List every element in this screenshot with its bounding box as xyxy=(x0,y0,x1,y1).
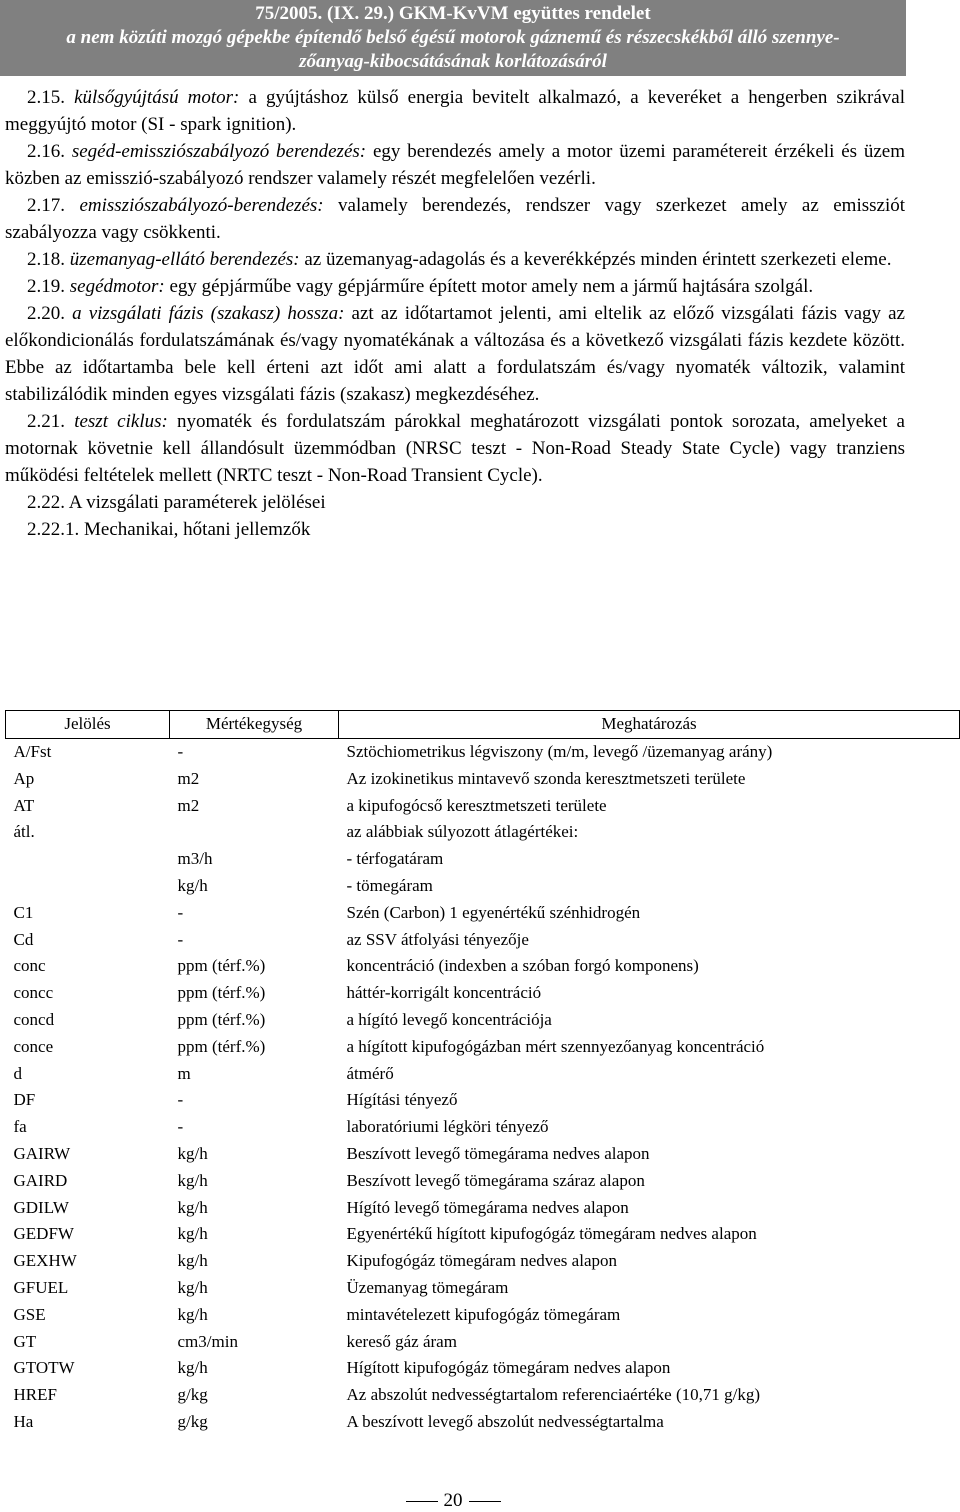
page-header xyxy=(0,0,906,76)
table-row xyxy=(6,1275,960,1302)
header-title: 75/2005. (IX. 29.) GKM-KvVM együttes rendelet xyxy=(255,3,651,24)
cell-definition: Hígítási tényező xyxy=(346,1090,458,1110)
paragraph-text: az üzemanyag-adagolás és a keverékképzés minden érintett szerkezeti eleme. xyxy=(299,249,892,270)
page-footer xyxy=(0,1490,906,1512)
cell-unit: m xyxy=(177,1063,191,1083)
table-row xyxy=(6,1248,960,1275)
cell-unit: kg/h xyxy=(177,1170,208,1190)
cell-symbol: GT xyxy=(13,1331,37,1351)
cell-symbol: HREF xyxy=(13,1385,57,1405)
table-row xyxy=(6,1007,960,1034)
table-row xyxy=(6,1168,960,1195)
header-subtitle-line1: a nem közúti mozgó gépekbe építendő belső égésű motorok gáznemű és részecskékből álló szennye- xyxy=(66,27,840,48)
cell-symbol: GSE xyxy=(13,1304,46,1324)
table-row xyxy=(6,739,960,766)
cell-symbol: GEDFW xyxy=(13,1224,74,1244)
table-row xyxy=(6,1302,960,1329)
cell-unit: - xyxy=(177,742,184,762)
paragraph-text: valamely berendezés, rendszer vagy szerkezet amely az emissziót szabályozza vagy csökkenti. xyxy=(5,195,905,243)
paragraph-text: a gyújtáshoz külső energia bevitelt alkalmazó, a keveréket a hengerben szikrával meggyújtó motor (SI - spark ignition). xyxy=(5,87,905,135)
cell-symbol: GFUEL xyxy=(13,1278,69,1298)
table-row xyxy=(6,1087,960,1114)
paragraph-number: 2.17. xyxy=(27,195,65,216)
cell-unit: - xyxy=(177,929,184,949)
paragraph-text: nyomaték és fordulatszám párokkal meghatározott vizsgálati pontok sorozata, amelyeket a motornak követnie kell állandósult üzemmódban (NRSC teszt - Non-Road Steady State Cycle) vagy tranziens működési feltételek mellett (NRTC teszt - Non-Road Transient Cycle). xyxy=(5,411,905,486)
paragraph xyxy=(5,300,905,408)
table-row xyxy=(6,1195,960,1222)
table-row xyxy=(6,766,960,793)
cell-definition: Beszívott levegő tömegárama nedves alapon xyxy=(346,1144,650,1164)
cell-definition: Beszívott levegő tömegárama száraz alapon xyxy=(346,1170,645,1190)
cell-definition: - térfogatáram xyxy=(346,849,444,869)
cell-symbol: AT xyxy=(13,795,35,815)
cell-symbol: d xyxy=(13,1063,22,1083)
cell-unit: kg/h xyxy=(177,1304,208,1324)
table-row xyxy=(6,927,960,954)
table-row xyxy=(6,1329,960,1356)
cell-symbol: concc xyxy=(13,983,54,1003)
cell-definition: háttér-korrigált koncentráció xyxy=(346,983,542,1003)
paragraph xyxy=(5,192,905,246)
cell-symbol: fa xyxy=(13,1117,27,1137)
cell-definition: Üzemanyag tömegáram xyxy=(346,1278,509,1298)
paragraph-text: egy gépjárműbe vagy gépjárműre épített motor amely nem a jármű hajtására szolgál. xyxy=(164,276,814,297)
cell-unit: m2 xyxy=(177,768,200,788)
cell-unit: ppm (térf.%) xyxy=(177,1010,266,1030)
paragraph-text: azt az időtartamot jelenti, ami eltelik az előző vizsgálati fázis vagy az előkondicionálás fordulatszámának és/vagy nyomatékának a változása és a következő vizsgálati fázis kezdete között. Ebbe az időtartamba bele kell érteni azt időt ami alatt a fordulatszám és/vagy nyomaték változik, valamint stabilizálódik minden egyes vizsgálati fázis (szakasz) megkezdéséhez. xyxy=(5,303,905,405)
cell-unit: m2 xyxy=(177,795,200,815)
paragraph-number: 2.21. xyxy=(27,411,65,432)
column-header-unit: Mértékegység xyxy=(170,711,339,739)
paragraph-number: 2.20. xyxy=(27,303,65,324)
cell-unit: kg/h xyxy=(177,1224,208,1244)
table-row xyxy=(6,1034,960,1061)
cell-unit: ppm (térf.%) xyxy=(177,983,266,1003)
cell-unit: - xyxy=(177,1090,184,1110)
paragraph xyxy=(5,84,905,138)
cell-unit: kg/h xyxy=(177,1197,208,1217)
cell-symbol: DF xyxy=(13,1090,36,1110)
cell-definition: koncentráció (indexben a szóban forgó komponens) xyxy=(346,956,699,976)
paragraph-text: A vizsgálati paraméterek jelölései xyxy=(65,492,326,513)
table-row xyxy=(6,1141,960,1168)
table-row xyxy=(6,1409,960,1436)
table-row xyxy=(6,980,960,1007)
symbols-table xyxy=(5,710,960,1436)
cell-unit: g/kg xyxy=(177,1412,208,1432)
cell-symbol xyxy=(6,846,170,873)
table-row xyxy=(6,1221,960,1248)
table-row xyxy=(6,1355,960,1382)
paragraph-number: 2.18. xyxy=(27,249,65,270)
paragraph xyxy=(5,489,905,516)
table-body xyxy=(6,739,960,1436)
paragraph-text: egy berendezés amely a motor üzemi paramétereit érzékeli és üzem közben az emisszió-szabályozó rendszer valamely részét megfelelően vezérli. xyxy=(5,141,906,189)
cell-definition: A beszívott levegő abszolút nedvességtartalma xyxy=(346,1412,664,1432)
page-number: 20 xyxy=(443,1490,463,1511)
cell-definition: mintavételezett kipufogógáz tömegáram xyxy=(346,1304,621,1324)
cell-definition: a hígított kipufogógázban mért szennyezőanyag koncentráció xyxy=(346,1036,765,1056)
cell-definition: az alábbiak súlyozott átlagértékei: xyxy=(346,822,579,842)
term: teszt ciklus: xyxy=(74,411,168,432)
cell-definition: Szén (Carbon) 1 egyenértékű szénhidrogén xyxy=(346,902,641,922)
cell-unit: - xyxy=(177,902,184,922)
cell-symbol: GEXHW xyxy=(13,1251,77,1271)
cell-definition: Sztöchiometrikus légviszony (m/m, levegő /üzemanyag arány) xyxy=(346,742,773,762)
cell-definition: Egyenértékű hígított kipufogógáz tömegáram nedves alapon xyxy=(346,1224,757,1244)
paragraph xyxy=(5,273,905,300)
table-row xyxy=(6,793,960,820)
cell-symbol: C1 xyxy=(13,902,34,922)
paragraph-number: 2.22. xyxy=(27,492,65,513)
cell-definition: Kipufogógáz tömegáram nedves alapon xyxy=(346,1251,617,1271)
term: segédmotor: xyxy=(69,276,165,297)
cell-unit: m3/h xyxy=(177,849,213,869)
term: emissziószabályozó-berendezés: xyxy=(79,195,324,216)
paragraph xyxy=(5,408,905,489)
paragraph-number: 2.16. xyxy=(27,141,65,162)
cell-symbol: Ap xyxy=(13,768,35,788)
table-row xyxy=(6,819,960,846)
cell-symbol: GAIRD xyxy=(13,1170,68,1190)
cell-definition: Hígított kipufogógáz tömegáram nedves alapon xyxy=(346,1358,671,1378)
cell-unit: kg/h xyxy=(177,1144,208,1164)
cell-definition: a hígító levegő koncentrációja xyxy=(346,1010,552,1030)
term: a vizsgálati fázis (szakasz) hossza: xyxy=(72,303,345,324)
cell-unit: g/kg xyxy=(177,1385,208,1405)
table-row xyxy=(6,846,960,873)
cell-definition: a kipufogócső keresztmetszeti területe xyxy=(346,795,607,815)
cell-unit xyxy=(170,819,339,846)
table-row xyxy=(6,953,960,980)
paragraph xyxy=(5,516,905,543)
cell-definition: laboratóriumi légköri tényező xyxy=(346,1117,549,1137)
cell-definition: - tömegáram xyxy=(346,876,433,896)
cell-definition: Az izokinetikus mintavevő szonda keresztmetszeti területe xyxy=(346,768,746,788)
paragraph-text: Mechanikai, hőtani jellemzők xyxy=(79,519,311,540)
footer-dash-left xyxy=(406,1501,438,1502)
paragraph-number: 2.15. xyxy=(27,87,65,108)
cell-unit: kg/h xyxy=(177,1358,208,1378)
cell-symbol: Ha xyxy=(13,1412,34,1432)
definitions-text xyxy=(5,84,905,543)
table-row xyxy=(6,1061,960,1088)
cell-symbol: conc xyxy=(13,956,46,976)
table-header-row xyxy=(6,711,960,739)
cell-symbol: Cd xyxy=(13,929,34,949)
cell-symbol: GAIRW xyxy=(13,1144,71,1164)
term: külsőgyújtású motor: xyxy=(74,87,240,108)
paragraph-number: 2.22.1. xyxy=(27,519,80,540)
cell-symbol xyxy=(6,873,170,900)
cell-unit: ppm (térf.%) xyxy=(177,1036,266,1056)
cell-unit: - xyxy=(177,1117,184,1137)
column-header-definition: Meghatározás xyxy=(339,711,960,739)
cell-symbol: átl. xyxy=(13,822,35,842)
cell-definition: Az abszolút nedvességtartalom referenciaértéke (10,71 g/kg) xyxy=(346,1385,760,1405)
cell-unit: cm3/min xyxy=(177,1331,238,1351)
cell-symbol: GTOTW xyxy=(13,1358,75,1378)
cell-unit: kg/h xyxy=(177,1251,208,1271)
term: üzemanyag-ellátó berendezés: xyxy=(69,249,300,270)
cell-definition: Hígító levegő tömegárama nedves alapon xyxy=(346,1197,629,1217)
term: segéd-emissziószabályozó berendezés: xyxy=(71,141,367,162)
footer-dash-right xyxy=(469,1501,501,1502)
paragraph xyxy=(5,246,905,273)
paragraph-number: 2.19. xyxy=(27,276,65,297)
cell-definition: kereső gáz áram xyxy=(346,1331,457,1351)
cell-symbol: GDILW xyxy=(13,1197,69,1217)
header-subtitle-line2: zőanyag-kibocsátásának korlátozásáról xyxy=(299,51,607,72)
cell-unit: kg/h xyxy=(177,1278,208,1298)
paragraph xyxy=(5,138,905,192)
cell-symbol: A/Fst xyxy=(13,742,52,762)
cell-symbol: conce xyxy=(13,1036,54,1056)
cell-definition: átmérő xyxy=(346,1063,394,1083)
column-header-symbol: Jelölés xyxy=(6,711,170,739)
table-row xyxy=(6,1114,960,1141)
cell-symbol: concd xyxy=(13,1010,55,1030)
table-row xyxy=(6,900,960,927)
table-row xyxy=(6,1382,960,1409)
cell-unit: ppm (térf.%) xyxy=(177,956,266,976)
table-row xyxy=(6,873,960,900)
cell-unit: kg/h xyxy=(177,876,208,896)
cell-definition: az SSV átfolyási tényezője xyxy=(346,929,529,949)
